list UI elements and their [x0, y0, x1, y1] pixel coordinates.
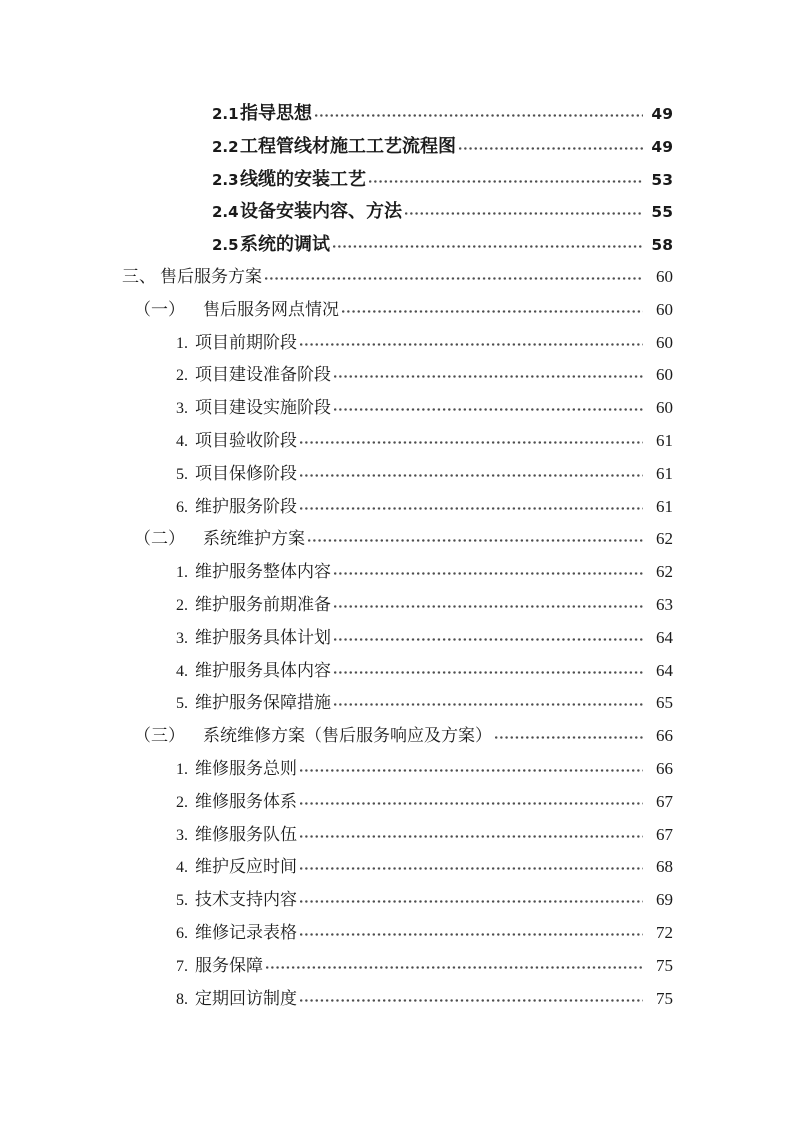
toc-entry-number: 6.	[176, 924, 188, 942]
toc-entry-number: 8.	[176, 990, 188, 1008]
table-of-contents	[0, 97, 673, 1015]
toc-entry-number: 5.	[176, 892, 188, 910]
toc-entry-page: 66	[656, 726, 673, 746]
toc-entry-23[interactable]	[0, 819, 673, 852]
toc-entry-title: 售后服务方案	[160, 266, 262, 286]
toc-entry-7[interactable]	[0, 294, 673, 327]
toc-entry-11[interactable]	[0, 425, 673, 458]
toc-entry-page: 61	[656, 463, 673, 483]
toc-entry-page: 62	[656, 562, 673, 582]
toc-entry-title: 线缆的安装工艺	[240, 168, 366, 189]
toc-entry-number: 6.	[176, 498, 188, 516]
toc-entry-title: 技术支持内容	[195, 890, 297, 910]
dot-leader	[315, 114, 643, 117]
toc-entry-15[interactable]	[0, 556, 673, 589]
toc-entry-number: 4.	[176, 859, 188, 877]
toc-entry-page: 60	[656, 332, 673, 352]
toc-entry-25[interactable]	[0, 884, 673, 917]
toc-entry-title: 设备安装内容、方法	[240, 201, 402, 222]
toc-entry-number: 3.	[176, 629, 188, 647]
toc-entry-12[interactable]	[0, 458, 673, 491]
toc-entry-26[interactable]	[0, 917, 673, 950]
toc-entry-title: 项目前期阶段	[195, 332, 297, 352]
toc-entry-title: 工程管线材施工工艺流程图	[240, 135, 456, 156]
toc-entry-page: 55	[651, 203, 673, 222]
toc-entry-9[interactable]	[0, 359, 673, 392]
dot-leader	[300, 900, 643, 903]
toc-entry-1[interactable]	[0, 97, 673, 130]
toc-entry-page: 68	[656, 857, 673, 877]
toc-entry-number: 3.	[176, 826, 188, 844]
dot-leader	[334, 375, 643, 378]
toc-entry-number: 三、	[122, 266, 156, 286]
dot-leader	[300, 441, 643, 444]
toc-entry-number: （二）	[134, 529, 185, 549]
toc-entry-number: 2.5	[212, 236, 239, 255]
toc-entry-title: 维护反应时间	[195, 857, 297, 877]
toc-entry-page: 60	[656, 365, 673, 385]
toc-entry-title: 售后服务网点情况	[203, 299, 339, 319]
dot-leader	[300, 474, 643, 477]
toc-entry-number: 2.	[176, 367, 188, 385]
toc-entry-2[interactable]	[0, 130, 673, 163]
toc-entry-title: 系统的调试	[240, 234, 330, 255]
toc-entry-page: 61	[656, 430, 673, 450]
toc-entry-number: 2.	[176, 793, 188, 811]
dot-leader	[300, 999, 643, 1002]
toc-entry-title: 维修服务队伍	[195, 824, 297, 844]
toc-entry-page: 49	[651, 105, 673, 123]
dot-leader	[495, 736, 643, 739]
dot-leader	[300, 769, 643, 772]
toc-entry-17[interactable]	[0, 622, 673, 655]
toc-entry-title: 维护服务前期准备	[195, 594, 331, 614]
toc-entry-title: 维护服务阶段	[195, 496, 297, 516]
toc-entry-page: 49	[651, 137, 673, 156]
toc-entry-page: 64	[656, 660, 673, 680]
dot-leader	[369, 180, 643, 183]
toc-entry-page: 61	[656, 496, 673, 516]
toc-entry-8[interactable]	[0, 327, 673, 360]
dot-leader	[265, 277, 643, 280]
dot-leader	[300, 867, 643, 870]
toc-entry-number: 2.3	[212, 170, 239, 189]
toc-entry-title: 维修记录表格	[195, 922, 297, 942]
toc-entry-number: 2.	[176, 596, 188, 614]
dot-leader	[333, 245, 643, 248]
toc-entry-number: 1.	[176, 334, 188, 352]
toc-entry-3[interactable]	[0, 163, 673, 196]
dot-leader	[334, 703, 643, 706]
toc-entry-number: 3.	[176, 400, 188, 418]
toc-entry-6[interactable]	[0, 261, 673, 294]
toc-entry-page: 58	[651, 236, 673, 255]
dot-leader	[266, 966, 643, 969]
toc-entry-number: 1.	[176, 564, 188, 582]
toc-entry-22[interactable]	[0, 786, 673, 819]
toc-entry-title: 定期回访制度	[195, 988, 297, 1008]
dot-leader	[334, 638, 643, 641]
toc-entry-title: 维护服务整体内容	[195, 562, 331, 582]
dot-leader	[334, 671, 643, 674]
toc-entry-title: 维护服务具体计划	[195, 627, 331, 647]
toc-entry-page: 60	[656, 266, 673, 286]
toc-entry-page: 75	[656, 988, 673, 1008]
dot-leader	[405, 212, 643, 215]
toc-entry-title: 维护服务保障措施	[195, 693, 331, 713]
toc-entry-page: 60	[656, 299, 673, 319]
toc-entry-title: 项目建设准备阶段	[195, 365, 331, 385]
dot-leader	[334, 605, 643, 608]
toc-entry-18[interactable]	[0, 655, 673, 688]
toc-entry-title: 项目建设实施阶段	[195, 398, 331, 418]
toc-entry-24[interactable]	[0, 851, 673, 884]
toc-entry-page: 69	[656, 890, 673, 910]
toc-entry-number: 4.	[176, 432, 188, 450]
toc-entry-title: 维护服务具体内容	[195, 660, 331, 680]
dot-leader	[300, 343, 643, 346]
toc-entry-number: 2.2	[212, 137, 239, 156]
toc-entry-5[interactable]	[0, 228, 673, 261]
toc-entry-16[interactable]	[0, 589, 673, 622]
toc-entry-number: 4.	[176, 662, 188, 680]
toc-entry-page: 67	[656, 791, 673, 811]
dot-leader	[300, 835, 643, 838]
toc-entry-number: 2.4	[212, 203, 239, 222]
dot-leader	[300, 933, 643, 936]
toc-entry-title: 服务保障	[195, 955, 263, 975]
toc-entry-page: 65	[656, 693, 673, 713]
toc-entry-number: （三）	[134, 726, 185, 746]
toc-entry-page: 62	[656, 529, 673, 549]
toc-entry-number: 7.	[176, 957, 188, 975]
toc-entry-page: 63	[656, 594, 673, 614]
dot-leader	[300, 507, 643, 510]
toc-entry-page: 64	[656, 627, 673, 647]
toc-entry-title: 系统维护方案	[203, 529, 305, 549]
toc-entry-page: 75	[656, 955, 673, 975]
toc-entry-19[interactable]	[0, 687, 673, 720]
toc-entry-13[interactable]	[0, 491, 673, 524]
toc-entry-27[interactable]	[0, 950, 673, 983]
toc-entry-number: 2.1	[212, 105, 239, 123]
dot-leader	[308, 539, 643, 542]
toc-entry-14[interactable]	[0, 523, 673, 556]
toc-entry-page: 60	[656, 398, 673, 418]
dot-leader	[334, 572, 643, 575]
toc-entry-page: 66	[656, 758, 673, 778]
toc-entry-number: （一）	[134, 299, 185, 319]
toc-entry-number: 5.	[176, 695, 188, 713]
toc-entry-4[interactable]	[0, 195, 673, 228]
dot-leader	[300, 802, 643, 805]
dot-leader	[334, 408, 643, 411]
toc-entry-28[interactable]	[0, 983, 673, 1016]
dot-leader	[342, 310, 643, 313]
toc-entry-10[interactable]	[0, 392, 673, 425]
toc-entry-number: 5.	[176, 465, 188, 483]
toc-entry-title: 项目保修阶段	[195, 463, 297, 483]
toc-entry-title: 系统维修方案（售后服务响应及方案）	[203, 726, 492, 746]
toc-entry-page: 72	[656, 922, 673, 942]
toc-entry-page: 53	[651, 170, 673, 189]
toc-entry-page: 67	[656, 824, 673, 844]
toc-entry-title: 维修服务体系	[195, 791, 297, 811]
toc-entry-number: 1.	[176, 760, 188, 778]
dot-leader	[459, 147, 643, 150]
toc-entry-title: 维修服务总则	[195, 758, 297, 778]
toc-entry-title: 项目验收阶段	[195, 430, 297, 450]
toc-entry-title: 指导思想	[240, 103, 312, 123]
toc-entry-20[interactable]	[0, 720, 673, 753]
toc-entry-21[interactable]	[0, 753, 673, 786]
